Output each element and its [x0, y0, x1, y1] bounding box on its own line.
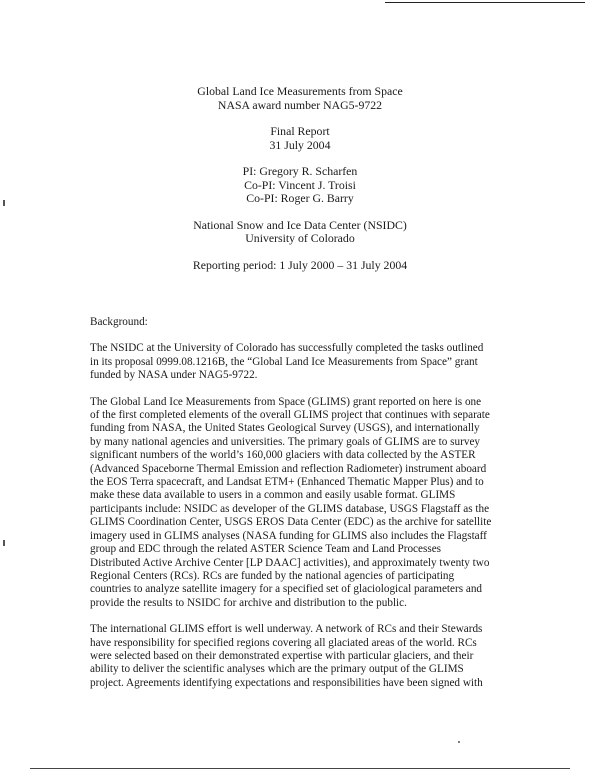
text-line: make these data available to users in a common and easily usable format. GLIMS: [90, 489, 456, 502]
text-line: the EOS Terra spacecraft, and Landsat ETM+ (Enhanced Thematic Mapper Plus) and to: [90, 476, 484, 489]
report-title: [0, 85, 600, 112]
report-kind-line: Final Report: [270, 124, 330, 138]
institution-line: National Snow and Ice Data Center (NSIDC): [193, 217, 407, 232]
scan-speck: [458, 741, 460, 743]
text-line: significant numbers of the world’s 160,000 glaciers with data collected by the ASTER: [90, 449, 476, 462]
text-line: provide the results to NSIDC for archive and distribution to the public.: [90, 596, 407, 609]
paragraph: [90, 623, 520, 690]
period-line: Reporting period: 1 July 2000 – 31 July 2004: [192, 257, 408, 272]
text-line: ability to deliver the scientific analyses which are the primary output of the GLIMS: [90, 663, 464, 676]
text-line: were selected based on their demonstrated expertise with particular glaciers, and their: [90, 649, 474, 662]
text-line: by many national agencies and universities. The primary goals of GLIMS are to survey: [90, 435, 481, 448]
text-line: have responsibility for specified regions covering all glaciated areas of the world. RCs: [90, 636, 477, 649]
text-line: of the first completed elements of the overall GLIMS project that continues with separate: [90, 409, 490, 422]
report-date-line: 31 July 2004: [269, 137, 331, 152]
text-line: The international GLIMS effort is well underway. A network of RCs and their Stewards: [90, 623, 483, 636]
section-heading-background: [90, 316, 520, 329]
title-line: Global Land Ice Measurements from Space: [197, 84, 403, 98]
top-rule: [385, 2, 585, 3]
text-line: group and EDC through the related ASTER Science Team and Land Processes: [90, 543, 442, 556]
report-body: [90, 316, 520, 703]
text-line: The NSIDC at the University of Colorado has successfully completed the tasks outlined: [90, 342, 484, 355]
investigators: [0, 165, 600, 206]
text-line: Background:: [90, 316, 148, 328]
paragraph: [90, 396, 520, 611]
text-line: countries to analyze satellite imagery for a specified set of glaciological parameters and: [90, 583, 483, 596]
text-line: imagery used in GLIMS analyses (NASA funding for GLIMS also includes the Flagstaff: [90, 529, 487, 542]
paragraph: [90, 342, 520, 382]
bottom-rule: [30, 768, 570, 769]
award-number-line: NASA award number NAG5-9722: [217, 97, 383, 112]
reporting-period: [0, 259, 600, 273]
co-pi-line: Co-PI: Vincent J. Troisi: [244, 177, 356, 192]
institution: [0, 219, 600, 246]
text-line: Distributed Active Archive Center [LP DAAC] activities), and approximately twenty two: [90, 556, 490, 569]
pi-line: PI: Gregory R. Scharfen: [242, 164, 358, 178]
text-line: in its proposal 0999.08.1216B, the “Global Land Ice Measurements from Space” grant: [90, 355, 478, 368]
text-line: The Global Land Ice Measurements from Space (GLIMS) grant reported on here is one: [90, 395, 482, 408]
text-line: participants include: NSIDC as developer of the GLIMS database, USGS Flagstaff as the: [90, 502, 490, 515]
text-line: (Advanced Spaceborne Thermal Emission and reflection Radiometer) instrument aboard: [90, 462, 487, 475]
report-header: [0, 85, 600, 285]
report-type: [0, 125, 600, 152]
text-line: funded by NASA under NAG5-9722.: [90, 369, 258, 382]
co-pi-line: Co-PI: Roger G. Barry: [246, 191, 354, 205]
text-line: project. Agreements identifying expectations and responsibilities have been signed with: [90, 676, 483, 689]
text-line: funding from NASA, the United States Geological Survey (USGS), and internationally: [90, 422, 480, 435]
text-line: Regional Centers (RCs). RCs are funded by the national agencies of participating: [90, 569, 455, 582]
scan-mark: [3, 540, 5, 546]
university-line: University of Colorado: [245, 231, 355, 245]
text-line: GLIMS Coordination Center, USGS EROS Data Center (EDC) as the archive for satellite: [90, 516, 492, 529]
